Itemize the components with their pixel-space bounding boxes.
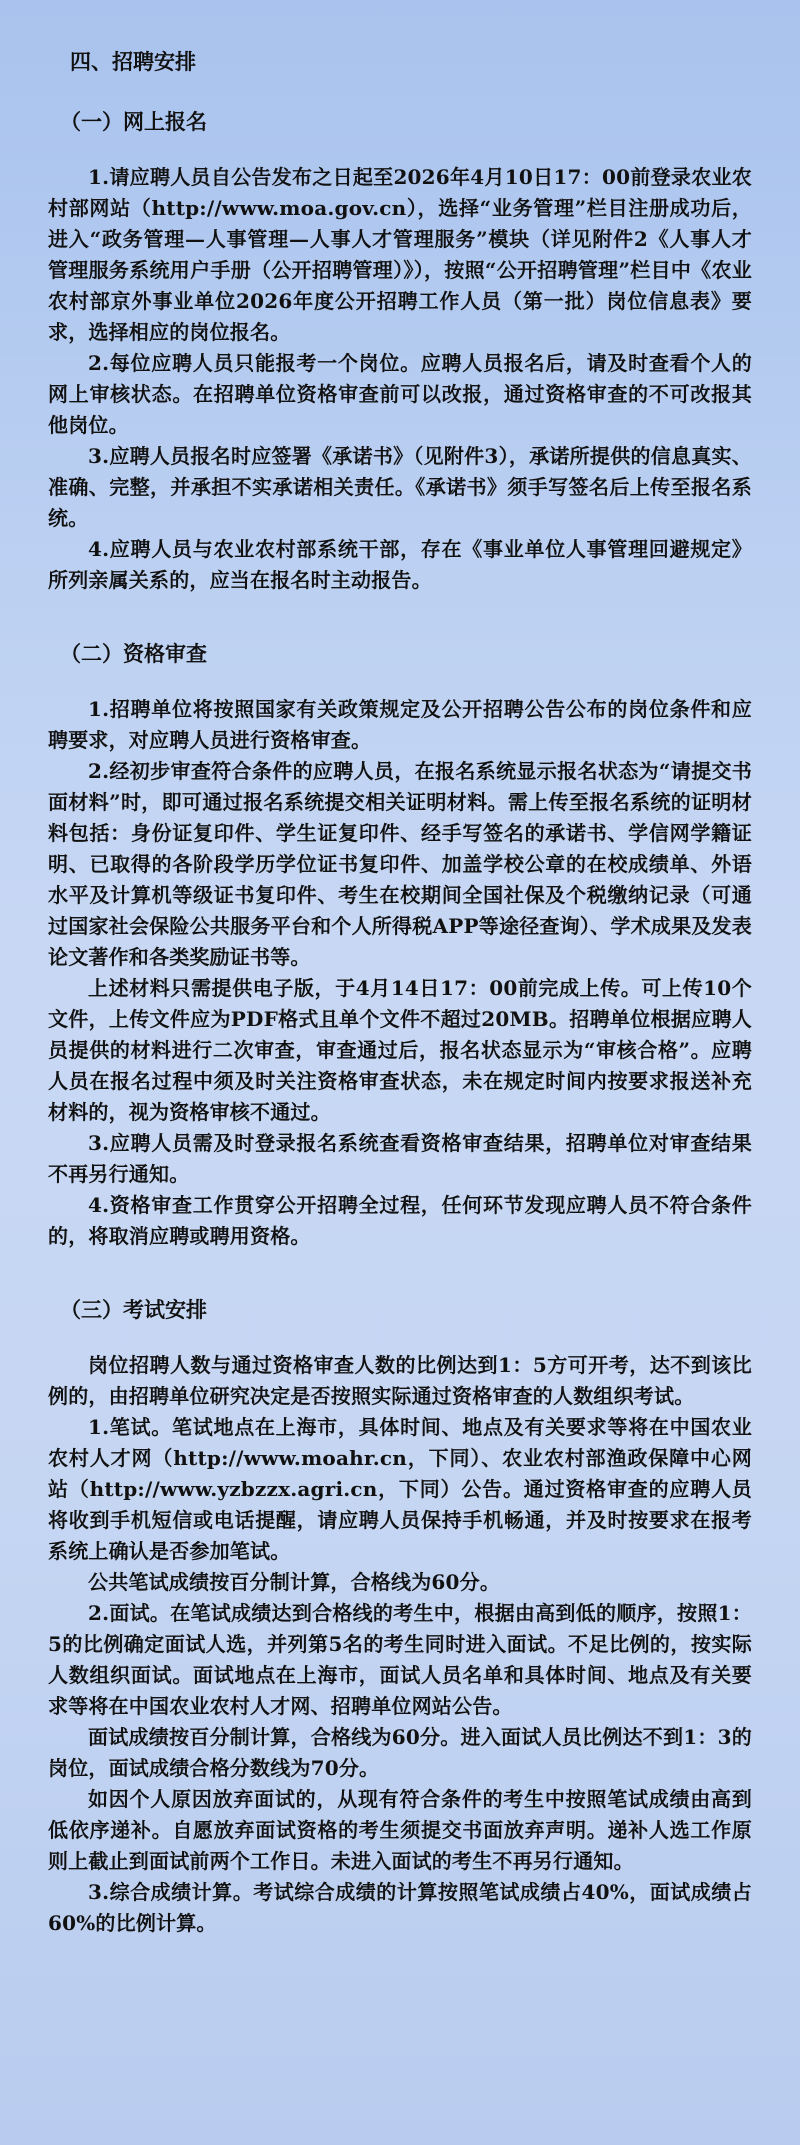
section-title: （三）考试安排 — [60, 1297, 207, 1322]
paragraph: 3.应聘人员报名时应签署《承诺书》（见附件3），承诺所提供的信息真实、准确、完整，并承担不实承诺相关责任。《承诺书》须手写签名后上传至报名系统。 — [48, 444, 752, 530]
paragraph: 面试成绩按百分制计算，合格线为60分。进入面试人员比例达不到1：3的岗位，面试成绩合格分数线为70分。 — [48, 1725, 752, 1780]
section-exam-arrangement — [48, 1292, 752, 1939]
section-title: （二）资格审查 — [60, 641, 207, 666]
paragraph: 岗位招聘人数与通过资格审查人数的比例达到1：5方可开考，达不到该比例的，由招聘单位研究决定是否按照实际通过资格审查的人数组织考试。 — [48, 1353, 752, 1408]
paragraph: 4.资格审查工作贯穿公开招聘全过程，任何环节发现应聘人员不符合条件的，将取消应聘或聘用资格。 — [48, 1193, 752, 1248]
section-online-registration — [48, 104, 752, 596]
paragraph: 3.应聘人员需及时登录报名系统查看资格审查结果，招聘单位对审查结果不再另行通知。 — [48, 1131, 752, 1186]
section-title: （一）网上报名 — [60, 109, 207, 134]
paragraph: 2.每位应聘人员只能报考一个岗位。应聘人员报名后，请及时查看个人的网上审核状态。在招聘单位资格审查前可以改报，通过资格审查的不可改报其他岗位。 — [48, 351, 752, 437]
paragraph: 1.笔试。笔试地点在上海市，具体时间、地点及有关要求等将在中国农业农村人才网（http://www.moahr.cn，下同）、农业农村部渔政保障中心网站（http://www.yzbzzx.agri.cn，下同）公告。通过资格审查的应聘人员将收到手机短信或电话提醒，请应聘人员保持手机畅通，并及时按要求在报考系统上确认是否参加笔试。 — [48, 1415, 752, 1563]
section-qualification-review — [48, 636, 752, 1252]
paragraph: 1.请应聘人员自公告发布之日起至2026年4月10日17：00前登录农业农村部网站（http://www.moa.gov.cn），选择“业务管理”栏目注册成功后，进入“政务管理—人事管理—人事人才管理服务”模块（详见附件2《人事人才管理服务系统用户手册（公开招聘管理）》），按照“公开招聘管理”栏目中《农业农村部京外事业单位2026年度公开招聘工作人员（第一批）岗位信息表》要求，选择相应的岗位报名。 — [48, 165, 752, 344]
paragraph: 1.招聘单位将按照国家有关政策规定及公开招聘公告公布的岗位条件和应聘要求，对应聘人员进行资格审查。 — [48, 697, 752, 752]
paragraph: 4.应聘人员与农业农村部系统干部，存在《事业单位人事管理回避规定》所列亲属关系的，应当在报名时主动报告。 — [48, 537, 752, 592]
paragraph: 上述材料只需提供电子版，于4月14日17：00前完成上传。可上传10个文件，上传文件应为PDF格式且单个文件不超过20MB。招聘单位根据应聘人员提供的材料进行二次审查，审查通过后，报名状态显示为“审核合格”。应聘人员在报名过程中须及时关注资格审查状态，未在规定时间内按要求报送补充材料的，视为资格审核不通过。 — [48, 976, 752, 1124]
paragraph: 公共笔试成绩按百分制计算，合格线为60分。 — [88, 1570, 501, 1594]
paragraph: 2.面试。在笔试成绩达到合格线的考生中，根据由高到低的顺序，按照1：5的比例确定面试人选，并列第5名的考生同时进入面试。不足比例的，按实际人数组织面试。面试地点在上海市，面试人员名单和具体时间、地点及有关要求等将在中国农业农村人才网、招聘单位网站公告。 — [48, 1601, 752, 1718]
paragraph: 3.综合成绩计算。考试综合成绩的计算按照笔试成绩占40%，面试成绩占60%的比例计算。 — [48, 1880, 752, 1935]
main-heading: 四、招聘安排 — [70, 49, 196, 74]
paragraph: 如因个人原因放弃面试的，从现有符合条件的考生中按照笔试成绩由高到低依序递补。自愿放弃面试资格的考生须提交书面放弃声明。递补人选工作原则上截止到面试前两个工作日。未进入面试的考生不再另行通知。 — [48, 1787, 752, 1873]
paragraph: 2.经初步审查符合条件的应聘人员，在报名系统显示报名状态为“请提交书面材料”时，即可通过报名系统提交相关证明材料。需上传至报名系统的证明材料包括：身份证复印件、学生证复印件、经手写签名的承诺书、学信网学籍证明、已取得的各阶段学历学位证书复印件、加盖学校公章的在校成绩单、外语水平及计算机等级证书复印件、考生在校期间全国社保及个税缴纳记录（可通过国家社会保险公共服务平台和个人所得税APP等途径查询）、学术成果及发表论文著作和各类奖励证书等。 — [48, 759, 752, 969]
